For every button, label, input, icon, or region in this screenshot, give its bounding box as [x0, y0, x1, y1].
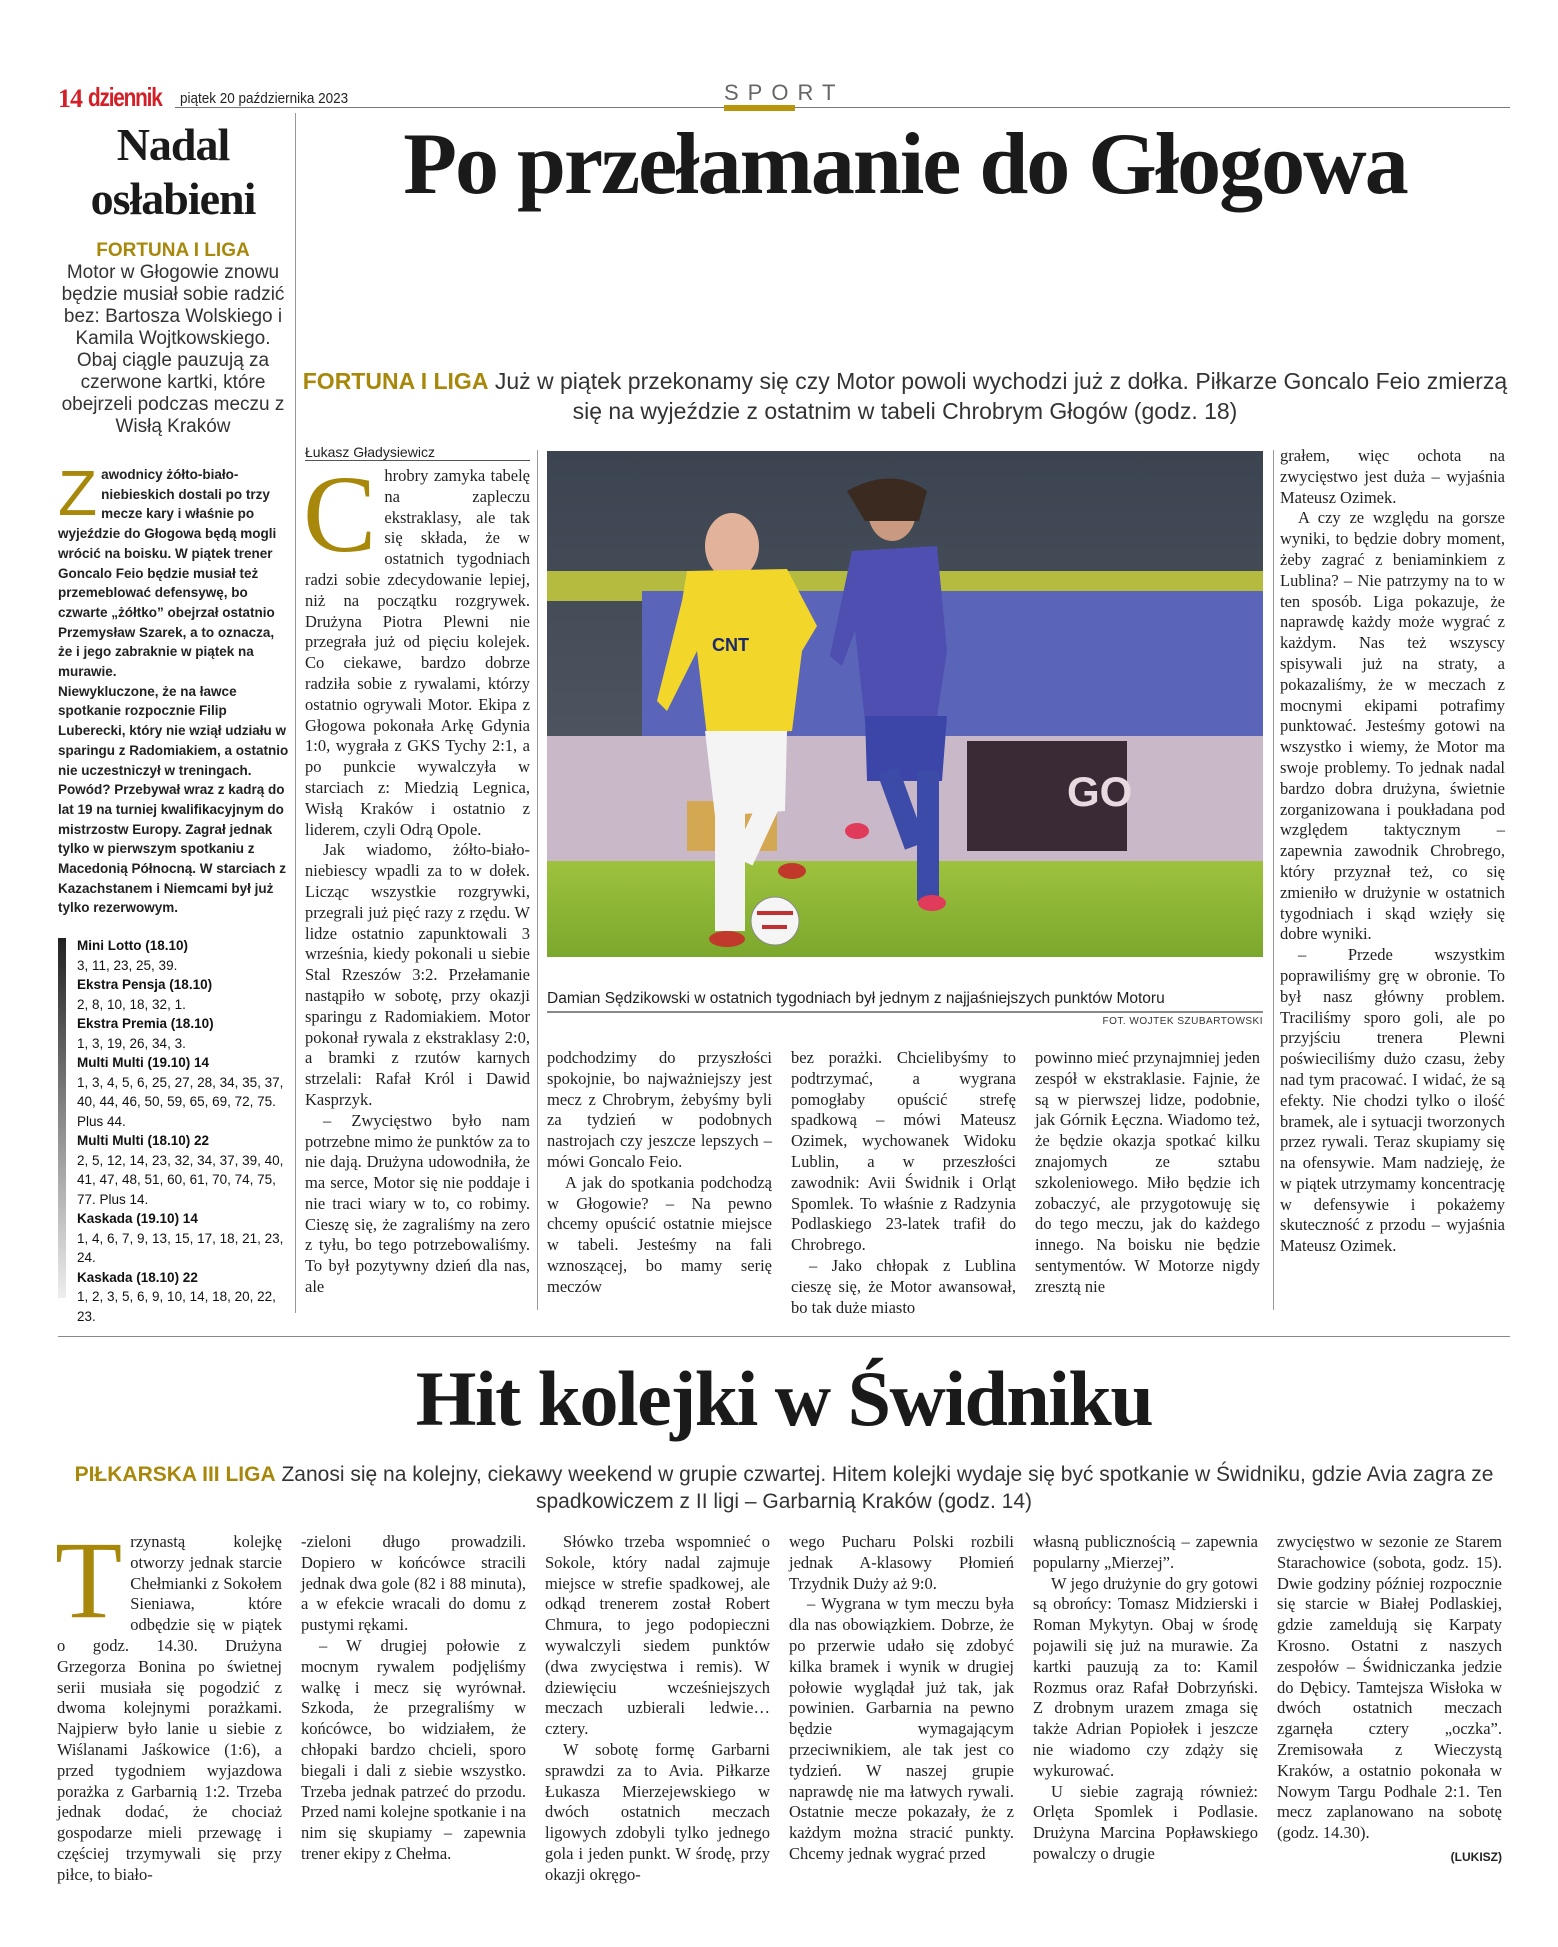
paragraph: A czy ze względu na gorsze wyniki, to będzie dobry moment, żeby zagrać z beniaminkiem z Lublina? – Nie patrzymy na to w ten sposób. Liga pokazuje, że naprawdę każdy może wygrać z każdym. Nas też wszyscy spisywali już na straty, a pokazaliśmy, że w meczach z mocnymi ekipami potrafimy punktować. Jesteśmy gotowi na wszystko i wiemy, że Motor ma swoje problemy. To jednak nadal bardzo dobra drużyna, świetnie zorganizowana i poukładana pod względem taktycznym – zapewnia zawodnik Chrobrego, który przyznał też, co się zmieniło w drużynie w ostatnich tygodniach i skąd wzięły się dobre wyniki. — [1280, 508, 1505, 944]
dropcap: Z — [58, 457, 98, 529]
section-divider — [58, 1336, 1510, 1337]
article-lead — [300, 366, 1510, 426]
paragraph: U siebie zagrają również: Orlęta Spomlek i Podlasie. Drużyna Marcina Popławskiego powalczy o drugie — [1033, 1781, 1258, 1863]
lotto-results — [77, 936, 292, 1326]
article-headline: Po przełamanie do Głogowa — [403, 116, 1407, 213]
paragraph: grałem, więc ochota na zwycięstwo jest duża – wyjaśnia Mateusz Ozimek. — [1280, 446, 1505, 507]
sidebar-kicker: FORTUNA I LIGA — [96, 240, 250, 261]
lotto-numbers: 1, 3, 19, 26, 34, 3. — [77, 1035, 186, 1051]
photo-credit: FOT. WOJTEK SZUBARTOWSKI — [1102, 1016, 1263, 1027]
article-headline: Hit kolejki w Świdniku — [415, 1355, 1153, 1442]
lotto-numbers: 1, 4, 6, 7, 9, 13, 15, 17, 18, 21, 23, 24. — [77, 1230, 284, 1265]
sidebar-title: Nadal osłabieni — [90, 119, 256, 224]
dropcap: C — [303, 453, 377, 575]
header-rule — [175, 107, 1510, 108]
paragraph: podchodzimy do przyszłości spokojnie, bo najważniejszy jest mecz z Chrobrym, żebyśmy byli za tydzień w podobnych nastrojach czy jeszcze lepszych – mówi Goncalo Feio. — [547, 1048, 772, 1171]
lotto-numbers: 1, 2, 3, 5, 6, 9, 10, 14, 18, 20, 22, 23. — [77, 1289, 276, 1324]
paragraph: – Przede wszystkim poprawiliśmy grę w obronie. To był nasz główny problem. Traciliśmy sporo goli, ale po przyjściu trenera Plewni poświeciliśmy dużo czasu, żeby nad tym pracować. I widać, że są efekty. Nie chodzi tylko o ilość bramek, ale i sytuacji tworzonych przez rywali. Teraz skupiamy się na ofensywie. Mam nadzieję, że w piątek utrzymamy koncentrację w defensywie i pokażemy skuteczność z przodu – wyjaśnia Mateusz Ozimek. — [1280, 945, 1505, 1256]
paragraph: bez porażki. Chcielibyśmy to podtrzymać, a wygrana pomogłaby opuścić strefę spadkową – mówi Mateusz Ozimek, wychowanek Widoku Lublin, a w przeszłości zawodnik: Avii Świdnik i Orląt Spomlek. To właśnie z Radzynia Podlaskiego 23-latek trafił do Chrobrego. — [791, 1048, 1016, 1255]
paragraph: A jak do spotkania podchodzą w Głogowie? – Na pewno chcemy opuścić ostatnie miejsce w tabeli. Jesteśmy na fali wznoszącej, bo mamy serię meczów — [547, 1172, 772, 1296]
sidebar-lead: Motor w Głogowie znowu będzie musiał sobie radzić bez: Bartosza Wolskiego i Kamila Wojtkowskiego. Obaj ciągle pauzują za czerwone kartki, które obejrzeli podczas meczu z Wisłą Kraków — [61, 262, 285, 437]
article-column-3 — [791, 1048, 1016, 1318]
lotto-numbers: 3, 11, 23, 25, 39. — [77, 957, 178, 973]
lotto-game-name: Multi Multi (19.10) 14 — [77, 1055, 210, 1070]
article-kicker: FORTUNA I LIGA — [302, 368, 489, 394]
byline: Łukasz Gładysiewicz — [305, 444, 530, 461]
article-column-5 — [1280, 446, 1505, 1257]
sidebar-paragraph: Niewykluczone, że na ławce spotkanie rozpocznie Filip Luberecki, który nie wziął udziału w sparingu z Radomiakiem, a ostatnio nie uczestniczył w treningach. Powód? Przebywał wraz z kadrą do lat 19 na turniej kwalifikacyjnym do mistrzostw Europy. Zagrał jednak tylko w pierwszym spotkaniu z Macedonią Północną. W starciach z Kazachstanem i Niemcami był już tylko rezerwowym. — [58, 683, 289, 916]
lotto-game-name: Multi Multi (18.10) 22 — [77, 1133, 210, 1148]
lotto-numbers: 1, 3, 4, 5, 6, 25, 27, 28, 34, 35, 37, 40, 44, 46, 50, 59, 65, 69, 72, 75. Plus 44. — [77, 1074, 284, 1129]
sidebar-divider — [295, 113, 296, 1313]
lotto-game-name: Mini Lotto (18.10) — [77, 938, 188, 953]
paragraph: – Zwycięstwo było nam potrzebne mimo że punktów za to nie dają. Drużyna udowodniła, że ma serce, Motor się nie poddaje i nie traci wiary w to, co robimy. Cieszę się, że zagraliśmy na zero z tyłu, bo tego potrzebowaliśmy. To był pozytywny dzień dla nas, ale — [305, 1110, 530, 1297]
paragraph: – Wygrana w tym meczu była dla nas obowiązkiem. Dobrze, że po przerwie udało się zdobyć kilka bramek i wynik w drugiej połowie wyglądał już tak, jak powinien. Garbarnia na pewno będzie wymagającym przeciwnikiem, ale tak jest co tydzień. W naszej grupie naprawdę nie ma łatwych rywali. Ostatnie mecze pokazały, że z każdym można stracić punkty. Chcemy jednak wygrać przed — [789, 1594, 1014, 1863]
column-divider — [1273, 450, 1274, 1310]
lotto-game-name: Kaskada (19.10) 14 — [77, 1211, 198, 1226]
article-column-1 — [303, 453, 530, 1298]
article2-column-2 — [301, 1532, 526, 1865]
paragraph: własną publicznością – zapewnia popularny „Mierzej”. — [1033, 1532, 1258, 1572]
article-lead — [58, 1461, 1510, 1515]
lotto-game-name: Kaskada (18.10) 22 — [77, 1269, 198, 1285]
article2-column-5 — [1033, 1532, 1258, 1865]
publication-logo: dziennik — [88, 82, 162, 112]
sidebar-paragraph: awodnicy żółto-biało-niebieskich dostali po trzy mecze kary i właśnie po wyjeździe do Głogowa będą mogli wrócić na boisku. W piątek trener Goncalo Feio będzie musiał też przemeblować defensywę, bo czwarte „żółtko” obejrzał ostatnio Przemysław Szarek, a to oznacza, że i jego zabraknie w piątek na murawie. — [58, 467, 277, 680]
paragraph: Jak wiadomo, żółto-biało-niebiescy wpadli za to w dołek. Licząc wszystkie rozgrywki, przegrali już pięć razy z rzędu. W lidze ostatnio zapunktowali 3 września, kiedy pokonali u siebie Stal Rzeszów 3:2. Przełamanie nastąpiło w sobotę, przy okazji sparingu z Radomiakiem. Motor pokonał rywala z ekstraklasy 2:0, a bramki z rzutów karnych strzelali: Rafał Król i Dawid Kasprzyk. — [305, 840, 530, 1109]
paragraph: rzynastą kolejkę otworzy jednak starcie Chełmianki z Sokołem Sieniawa, które odbędzie się w piątek o godz. 14.30. Drużyna Grzegorza Bonina po świetnej serii musiała się pogodzić z dwoma kolejnymi porażkami. Najpierw było lanie u siebie z Wiślanami Jaśkowice (1:6), a przed tygodniem wyjazdowa porażka z Garbarnią 1:2. Trzeba jednak dodać, że chociaż gospodarze mieli przewagę i częściej trzymywali się przy piłce, to biało- — [57, 1532, 282, 1884]
football-photo-illustration — [547, 451, 1263, 957]
svg-text:GO: GO — [1067, 768, 1133, 815]
paragraph: W jego drużynie do gry gotowi są obrońcy: Tomasz Midzierski i Roman Mykytyn. Obaj w środę pojawili się już na murawie. Za kartki pauzują za to: Kamil Rozmus oraz Rafał Dobrzyński. Z drobnym urazem zmaga się także Adrian Popiołek i jeszcze nie wiadomo czy zdąży się wykurować. — [1033, 1573, 1258, 1780]
paragraph: -zieloni długo prowadzili. Dopiero w końcówce stracili jednak dwa gole (82 i 88 minuta), a w efekcie wracali do domu z pustymi rękami. — [301, 1532, 526, 1635]
lotto-game-name: Ekstra Pensja (18.10) — [77, 977, 213, 992]
column-divider — [537, 450, 538, 1310]
paragraph: hrobry zamyka tabelę na zapleczu ekstraklasy, ale tak się składa, że w ostatnich tygodniach radzi sobie zdecydowanie lepiej, niż na początku rozgrywek. Drużyna Piotra Plewni nie przegrała już od pięciu kolejek. Co ciekawe, bardzo dobrze radziła sobie z rywalami, którzy ostatnio ogrywali Motor. Ekipa z Głogowa pokonała Arkę Gdynia 1:0, wygrała z GKS Tychy 2:1, a po punkcie wywalczyła w starciach z: Miedzią Legnica, Wisłą Kraków i ostatnio z liderem, czyli Odrą Opole. — [305, 466, 530, 839]
article2-column-1 — [55, 1519, 282, 1886]
article2-column-6 — [1277, 1532, 1502, 1864]
article-kicker: PIŁKARSKA III LIGA — [74, 1463, 276, 1486]
article2-column-3 — [545, 1532, 770, 1886]
paragraph: wego Pucharu Polski rozbili jednak A-klasowy Płomień Trzydnik Duży aż 9:0. — [789, 1532, 1014, 1593]
paragraph: zwycięstwo w sezonie ze Starem Starachowice (sobota, godz. 15). Dwie godziny później rozpocznie się starcie w Białej Podlaskiej, gdzie zameldują się Karpaty Krosno. Ostatni z naszych zespołów – Świdniczanka jedzie do Dębicy. Tamtejsza Wisłoka w dwóch ostatnich meczach zgarnęła cztery „oczka”. Zremisowała z Wieczystą Kraków, a ostatnio pokonała w Nowym Targu Podhale 2:1. Ten mecz zaplanowano na sobotę (godz. 14.30). — [1277, 1532, 1502, 1843]
article-column-4 — [1035, 1048, 1260, 1298]
author-signature: (LUKISZ) — [1450, 1849, 1502, 1864]
lotto-game-name: Ekstra Premia (18.10) — [77, 1016, 214, 1031]
sidebar-body — [58, 457, 290, 918]
paragraph: – Jako chłopak z Lublina cieszę się, że Motor awansował, bo tak duże miasto — [791, 1255, 1016, 1317]
section-label: SPORT — [724, 80, 845, 105]
article-photo — [547, 451, 1263, 957]
article-lead-text: Już w piątek przekonamy się czy Motor powoli wychodzi już z dołka. Piłkarze Goncalo Feio zmierzą się na wyjeździe z ostatnim w tabeli Chrobrym Głogów (godz. 18) — [494, 368, 1508, 424]
page-number: 14 — [58, 84, 82, 113]
article-lead-text: Zanosi się na kolejny, ciekawy weekend w grupie czwartej. Hitem kolejki wydaje się być spotkanie w Świdniku, gdzie Avia zagra ze spadkowiczem z II ligi – Garbarnią Kraków (godz. 14) — [281, 1463, 1494, 1513]
paragraph: – W drugiej połowie z mocnym rywalem podjęliśmy walkę i mecz się wyrównał. Szkoda, że przegraliśmy w końcówce, bo widziałem, że chłopaki bardzo chcieli, sporo biegali i dali z siebie wszystko. Trzeba jednak patrzeć do przodu. Przed nami kolejne spotkanie i na nim się skupiamy – zapewnia trener ekipy z Chełma. — [301, 1635, 526, 1863]
article-column-2 — [547, 1048, 772, 1298]
lotto-numbers: 2, 5, 12, 14, 23, 32, 34, 37, 39, 40, 41, 47, 48, 51, 60, 61, 70, 74, 75, 77. Plus 14. — [77, 1152, 284, 1207]
paragraph: Słówko trzeba wspomnieć o Sokole, który nadal zajmuje miejsce w strefie spadkowej, ale odkąd trenerem został Robert Chmura, to jego podopieczni wywalczyli siedem punktów (dwa zwycięstwa i remis). W dziewięciu wcześniejszych meczach uzbierali ledwie… cztery. — [545, 1532, 770, 1739]
section-accent-bar — [724, 105, 795, 111]
photo-caption: Damian Sędzikowski w ostatnich tygodniach był jednym z najjaśniejszych punktów Motoru — [547, 990, 1263, 1013]
paragraph: powinno mieć przynajmniej jeden zespół w ekstraklasie. Fajnie, że są w pierwszej lidze, podobnie, jak Górnik Łęczna. Wiadomo też, że będzie okazja spotkać kilku znajomych ze sztabu szkoleniowego. Miło będzie ich zobaczyć, ale przygotowuję się do tego meczu, jak do każdego innego. Na boisku nie będzie sentymentów. W Motorze nigdy zresztą nie — [1035, 1048, 1260, 1296]
svg-text:CNT: CNT — [712, 635, 749, 655]
issue-date: piątek 20 października 2023 — [180, 90, 349, 107]
article2-column-4 — [789, 1532, 1014, 1865]
dropcap: T — [55, 1519, 123, 1641]
lotto-accent-bar — [58, 938, 66, 1298]
lotto-numbers: 2, 8, 10, 18, 32, 1. — [77, 996, 186, 1012]
paragraph: W sobotę formę Garbarni sprawdzi za to Avia. Piłkarze Łukasza Mierzejewskiego w dwóch ostatnich meczach ligowych zdobyli tylko jednego gola i jeden punkt. W środę, przy okazji okręgo- — [545, 1739, 770, 1884]
